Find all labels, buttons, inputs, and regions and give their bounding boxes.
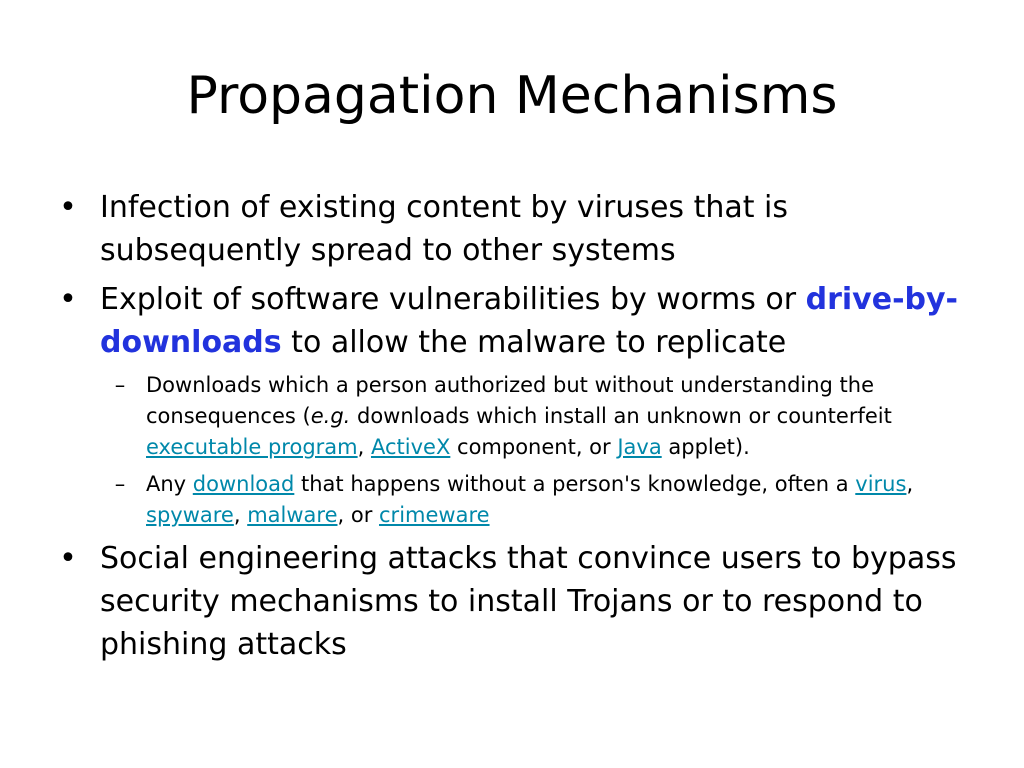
bullet-text: Infection of existing content by viruses that is subsequently spread to other systems — [100, 190, 789, 268]
sub-bullet-text: that happens without a person's knowledge, often a — [294, 472, 856, 496]
sub-bullet-text: Any — [146, 472, 193, 496]
sub-bullet-text: component, or — [450, 435, 618, 459]
bullet-text: Exploit of software vulnerabilities by worms or — [100, 282, 806, 317]
sub-bullet-text: applet). — [661, 435, 750, 459]
drive-by-downloads-term: drive-by-downloads — [100, 282, 958, 360]
sub-bullet-text: downloads which install an unknown or counterfeit — [350, 404, 892, 428]
bullet-dot-icon: • — [59, 282, 77, 317]
separator: , or — [337, 503, 380, 527]
bullet-item-infection — [58, 186, 998, 272]
dash-icon: – — [114, 373, 126, 397]
spyware-link[interactable]: spyware — [146, 503, 234, 527]
bullet-text: Social engineering attacks that convince users to bypass security mechanisms to install Trojans or to respond to phishing attacks — [100, 541, 957, 662]
executable-program-link[interactable]: executable program — [146, 435, 358, 459]
sub-bullet-list — [58, 370, 998, 531]
activex-link[interactable]: ActiveX — [370, 435, 451, 459]
bullet-list — [58, 186, 998, 672]
slide-title: Propagation Mechanisms — [186, 66, 838, 126]
bullet-dot-icon: • — [59, 190, 77, 225]
bullet-dot-icon: • — [59, 541, 77, 576]
java-link[interactable]: Java — [617, 435, 662, 459]
malware-link[interactable]: malware — [247, 503, 338, 527]
download-link[interactable]: download — [192, 472, 295, 496]
virus-link[interactable]: virus — [855, 472, 907, 496]
dash-icon: – — [114, 472, 126, 496]
sub-bullet-text: Downloads which a person authorized but without understanding the consequences ( — [146, 373, 875, 428]
sub-bullet-item-authorized-downloads — [58, 370, 998, 463]
crimeware-link[interactable]: crimeware — [379, 503, 490, 527]
bullet-item-exploit — [58, 278, 998, 364]
bullet-item-social-engineering — [58, 537, 998, 666]
separator: , — [906, 472, 914, 496]
sub-bullet-item-unknowing-download — [58, 469, 998, 531]
separator: , — [233, 503, 248, 527]
separator: , — [357, 435, 371, 459]
bullet-text-continued: to allow the malware to replicate — [281, 325, 787, 360]
eg-abbrev: e.g. — [310, 404, 351, 428]
